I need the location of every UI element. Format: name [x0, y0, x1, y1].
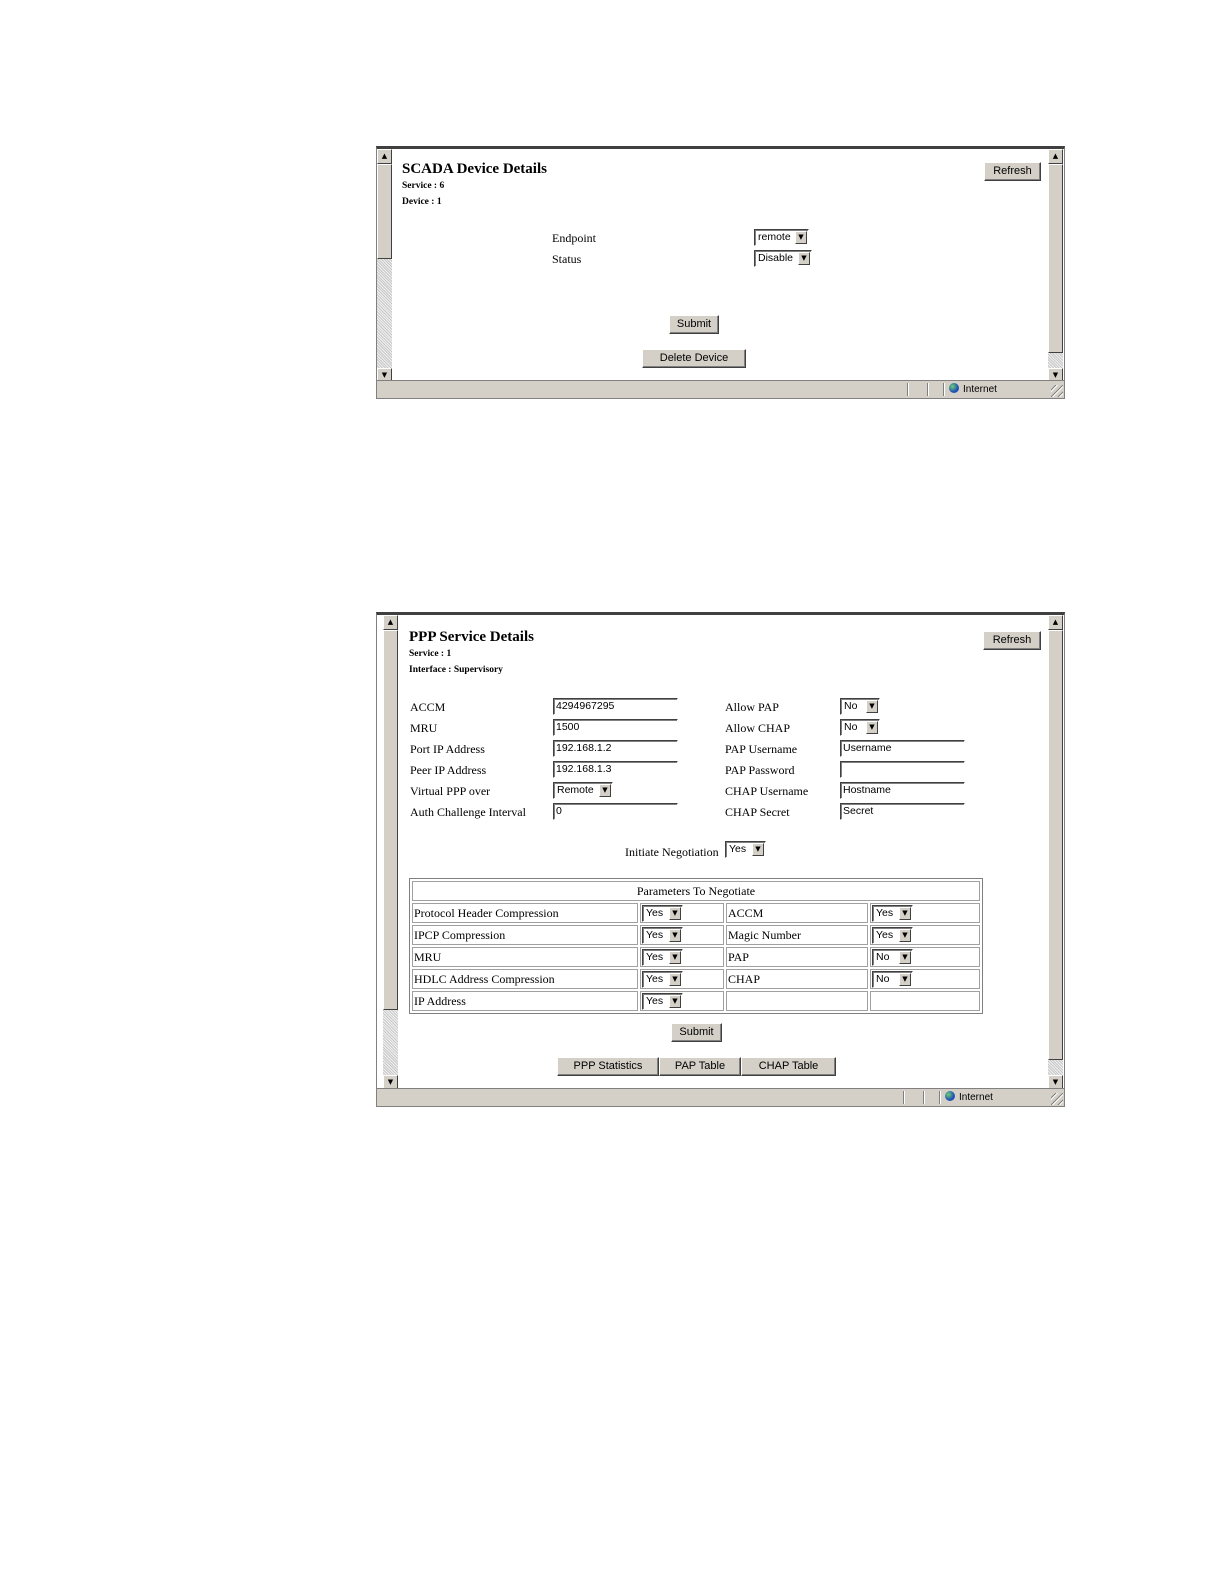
service-label: Service : 1 — [409, 649, 452, 659]
chap-table-button[interactable]: CHAP Table — [741, 1057, 836, 1076]
chevron-down-icon[interactable]: ▼ — [899, 951, 911, 964]
param-select[interactable]: Yes ▼ — [872, 927, 913, 944]
chevron-down-icon[interactable]: ▼ — [899, 907, 911, 920]
param-select[interactable]: Yes ▼ — [872, 905, 913, 922]
scroll-thumb[interactable] — [1048, 630, 1063, 1060]
param-cell — [640, 991, 724, 1011]
param-select[interactable]: Yes ▼ — [642, 971, 683, 988]
param-label: IP Address — [412, 991, 638, 1011]
ppp-window — [376, 612, 1065, 1107]
scroll-down-icon[interactable]: ▼ — [383, 1075, 398, 1090]
device-label: Device : 1 — [402, 197, 442, 207]
allow-chap-value: No — [844, 721, 858, 733]
port-ip-label: Port IP Address — [410, 742, 485, 756]
virtual-ppp-select[interactable] — [553, 782, 613, 799]
pap-username-label: PAP Username — [725, 742, 798, 756]
internet-zone: Internet — [949, 382, 997, 397]
status-select[interactable] — [754, 250, 812, 267]
pap-password-input[interactable] — [840, 761, 965, 778]
endpoint-value: remote — [758, 231, 791, 243]
submit-button[interactable]: Submit — [669, 315, 719, 334]
chap-username-input[interactable]: Hostname — [840, 782, 965, 799]
param-cell — [640, 969, 724, 989]
scroll-down-icon[interactable]: ▼ — [377, 368, 392, 383]
param-select[interactable]: Yes ▼ — [642, 949, 683, 966]
delete-device-button[interactable]: Delete Device — [642, 349, 746, 368]
param-select[interactable]: Yes ▼ — [642, 905, 683, 922]
scada-right-scrollbar[interactable] — [1048, 149, 1063, 383]
param-cell — [870, 991, 980, 1011]
refresh-button[interactable]: Refresh — [983, 631, 1041, 650]
param-cell — [640, 903, 724, 923]
chevron-down-icon[interactable]: ▼ — [669, 995, 681, 1008]
table-row — [412, 947, 980, 967]
param-label: IPCP Compression — [412, 925, 638, 945]
refresh-button[interactable]: Refresh — [984, 162, 1041, 181]
chevron-down-icon[interactable]: ▼ — [599, 784, 611, 797]
param-label: Protocol Header Compression — [412, 903, 638, 923]
resize-grip-icon[interactable] — [1051, 385, 1063, 397]
chevron-down-icon[interactable]: ▼ — [752, 843, 764, 856]
scroll-thumb[interactable] — [377, 164, 392, 259]
pap-password-label: PAP Password — [725, 763, 795, 777]
ppp-right-scrollbar[interactable] — [1048, 615, 1063, 1090]
ppp-statistics-button[interactable]: PPP Statistics — [557, 1057, 659, 1076]
scada-left-scrollbar[interactable] — [377, 149, 392, 383]
chap-secret-label: CHAP Secret — [725, 805, 790, 819]
param-cell — [870, 903, 980, 923]
service-label: Service : 6 — [402, 181, 445, 191]
allow-pap-select[interactable] — [840, 698, 880, 715]
globe-icon — [949, 383, 959, 393]
scroll-thumb[interactable] — [1048, 164, 1063, 353]
accm-label: ACCM — [410, 700, 446, 714]
mru-input[interactable]: 1500 — [553, 719, 678, 736]
pap-username-input[interactable]: Username — [840, 740, 965, 757]
page-title: SCADA Device Details — [402, 161, 547, 177]
table-header-row — [412, 881, 980, 901]
status-value: Disable — [758, 252, 794, 264]
allow-chap-select[interactable] — [840, 719, 880, 736]
allow-pap-value: No — [844, 700, 858, 712]
chevron-down-icon[interactable]: ▼ — [669, 973, 681, 986]
param-cell — [870, 947, 980, 967]
interface-label: Interface : Supervisory — [409, 665, 503, 675]
param-select[interactable]: Yes ▼ — [642, 993, 683, 1010]
pap-table-button[interactable]: PAP Table — [659, 1057, 741, 1076]
submit-button[interactable]: Submit — [671, 1023, 722, 1042]
chap-username-label: CHAP Username — [725, 784, 809, 798]
accm-input[interactable]: 4294967295 — [553, 698, 678, 715]
scroll-down-icon[interactable]: ▼ — [1048, 368, 1063, 383]
chevron-down-icon[interactable]: ▼ — [866, 700, 878, 713]
virtual-ppp-label: Virtual PPP over — [410, 784, 491, 798]
param-cell — [870, 969, 980, 989]
endpoint-select[interactable] — [754, 229, 809, 246]
chevron-down-icon[interactable]: ▼ — [669, 929, 681, 942]
table-row — [412, 903, 980, 923]
scroll-up-icon[interactable]: ▲ — [1048, 615, 1063, 630]
ppp-left-scrollbar[interactable] — [383, 615, 398, 1090]
param-label: HDLC Address Compression — [412, 969, 638, 989]
globe-icon — [945, 1091, 955, 1101]
param-label: PAP — [726, 947, 868, 967]
scroll-up-icon[interactable]: ▲ — [377, 149, 392, 164]
scroll-thumb[interactable] — [383, 630, 398, 1010]
scroll-up-icon[interactable]: ▲ — [383, 615, 398, 630]
chevron-down-icon[interactable]: ▼ — [866, 721, 878, 734]
resize-grip-icon[interactable] — [1051, 1093, 1063, 1105]
table-row — [412, 969, 980, 989]
param-cell — [640, 925, 724, 945]
status-bar — [377, 380, 1064, 398]
param-select[interactable]: No ▼ — [872, 971, 913, 988]
mru-label: MRU — [410, 721, 438, 735]
auth-challenge-label: Auth Challenge Interval — [410, 805, 526, 819]
allow-chap-label: Allow CHAP — [725, 721, 791, 735]
chevron-down-icon[interactable]: ▼ — [899, 973, 911, 986]
table-row — [412, 991, 980, 1011]
initiate-negotiation-label: Initiate Negotiation — [625, 845, 719, 859]
param-label: ACCM — [726, 903, 868, 923]
chevron-down-icon[interactable]: ▼ — [795, 231, 807, 244]
table-row — [412, 925, 980, 945]
auth-challenge-input[interactable]: 0 — [553, 803, 678, 820]
param-label: Magic Number — [726, 925, 868, 945]
internet-zone: Internet — [945, 1090, 993, 1105]
status-label: Status — [552, 252, 582, 266]
endpoint-label: Endpoint — [552, 231, 596, 245]
param-label — [726, 991, 868, 1011]
scada-window — [376, 146, 1065, 399]
param-label: MRU — [412, 947, 638, 967]
peer-ip-input[interactable]: 192.168.1.3 — [553, 761, 678, 778]
initiate-negotiation-select[interactable] — [725, 841, 766, 858]
param-label: CHAP — [726, 969, 868, 989]
scroll-down-icon[interactable]: ▼ — [1048, 1075, 1063, 1090]
port-ip-input[interactable]: 192.168.1.2 — [553, 740, 678, 757]
allow-pap-label: Allow PAP — [725, 700, 779, 714]
initiate-negotiation-value: Yes — [729, 843, 747, 855]
chevron-down-icon[interactable]: ▼ — [899, 929, 911, 942]
param-select[interactable]: Yes ▼ — [642, 927, 683, 944]
parameters-table — [409, 878, 983, 1014]
status-bar — [377, 1088, 1064, 1106]
peer-ip-label: Peer IP Address — [410, 763, 487, 777]
param-select[interactable]: No ▼ — [872, 949, 913, 966]
chap-secret-input[interactable]: Secret — [840, 803, 965, 820]
scroll-up-icon[interactable]: ▲ — [1048, 149, 1063, 164]
param-cell — [640, 947, 724, 967]
chevron-down-icon[interactable]: ▼ — [669, 907, 681, 920]
page-title: PPP Service Details — [409, 629, 534, 645]
chevron-down-icon[interactable]: ▼ — [798, 252, 810, 265]
parameters-header: Parameters To Negotiate — [412, 881, 980, 901]
param-cell — [870, 925, 980, 945]
virtual-ppp-value: Remote — [557, 784, 594, 796]
chevron-down-icon[interactable]: ▼ — [669, 951, 681, 964]
